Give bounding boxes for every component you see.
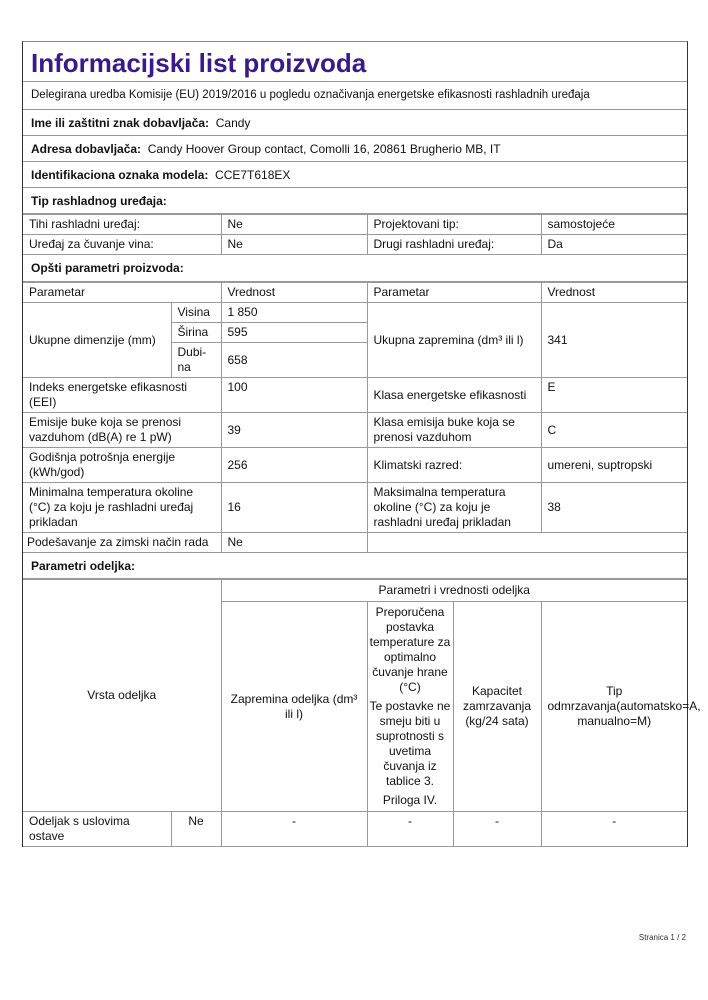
param-cell: Tihi rashladni uređaj: (23, 215, 221, 235)
page-title: Informacijski list proizvoda (23, 42, 687, 82)
model-value: CCE7T618EX (215, 168, 291, 182)
compartment-name: Odeljak s uslovima ostave (23, 812, 171, 847)
param-cell: Klasa energetske efikasnosti (367, 378, 541, 413)
table-row (23, 533, 687, 553)
value-cell: umereni, suptropski (541, 448, 687, 483)
temperature-header-main: Preporučena postavka temperature za optimalno čuvanje hrane (°C) (369, 605, 451, 694)
height-label: Visina (171, 303, 221, 323)
value-cell: E (541, 378, 687, 413)
compartment-type-header: Vrsta odeljka (23, 580, 221, 812)
model-label: Identifikaciona oznaka modela: (31, 168, 209, 182)
empty-cell (367, 533, 687, 553)
general-params-table (23, 282, 687, 553)
volume-header: Zapremina odeljka (dm³ ili l) (221, 602, 367, 812)
value-cell: 38 (541, 483, 687, 533)
product-information-sheet (22, 41, 701, 847)
param-cell: Uređaj za čuvanje vina: (23, 235, 221, 255)
value-cell: Ne (221, 215, 367, 235)
table-row (23, 448, 687, 483)
value-cell: 256 (221, 448, 367, 483)
table-row (23, 378, 687, 413)
volume-label: Ukupna zapremina (dm³ ili l) (367, 303, 541, 378)
defrost-type-header: Tip odmrzavanja(automatsko=A, manualno=M) (541, 602, 687, 812)
value-cell: 39 (221, 413, 367, 448)
freezing-capacity-header: Kapacitet zamrzavanja (kg/24 sata) (453, 602, 541, 812)
param-cell: Minimalna temperatura okoline (°C) za koju je rashladni uređaj prikladan (23, 483, 221, 533)
table-header-row (23, 283, 687, 303)
param-cell: Maksimalna temperatura okoline (°C) za koju je rashladni uređaj prikladan (367, 483, 541, 533)
depth-label: Dubi-na (171, 343, 221, 378)
value-cell: Ne (221, 235, 367, 255)
compartment-present: Ne (171, 812, 221, 847)
dimensions-label: Ukupne dimenzije (mm) (23, 303, 171, 378)
winter-mode-value: Ne (221, 533, 367, 553)
appliance-type-table (23, 214, 687, 255)
compartment-freezing-capacity: - (453, 812, 541, 847)
supplier-value: Candy (215, 116, 251, 130)
supplier-label: Ime ili zaštitni znak dobavljača: (31, 116, 210, 130)
header-value: Vrednost (221, 283, 367, 303)
temperature-header-note: Te postavke ne smeju biti u suprotnosti s uvetima čuvanja iz tablice 3. (369, 699, 451, 788)
winter-mode-label: Podešavanje za zimski način rada (23, 533, 221, 553)
address-row (23, 136, 687, 162)
appliance-type-heading: Tip rashladnog uređaja: (23, 188, 687, 214)
value-cell: 100 (221, 378, 367, 413)
model-row (23, 162, 687, 188)
page-number: Stranica 1 / 2 (638, 933, 686, 942)
width-label: Širina (171, 323, 221, 343)
temperature-header-note-annex: Priloga IV. (382, 793, 438, 807)
volume-value: 341 (541, 303, 687, 378)
param-cell: Drugi rashladni uređaj: (367, 235, 541, 255)
regulation-subtitle: Delegirana uredba Komisije (EU) 2019/2016 u pogledu označivanja energetske efikasnosti rashladnih uređaja (23, 82, 687, 110)
supplier-row (23, 110, 687, 136)
compartment-params-heading: Parametri odeljka: (23, 553, 687, 579)
header-param: Parametar (367, 283, 541, 303)
value-cell: samostojeće (541, 215, 687, 235)
general-params-heading: Opšti parametri proizvoda: (23, 255, 687, 282)
table-row (23, 812, 687, 847)
compartment-volume: - (221, 812, 367, 847)
param-cell: Indeks energetske efikasnosti (EEI) (23, 378, 221, 413)
param-cell: Emisije buke koja se prenosi vazduhom (dB(A) re 1 pW) (23, 413, 221, 448)
depth-value: 658 (221, 343, 367, 378)
param-cell: Klasa emisija buke koja se prenosi vazduhom (367, 413, 541, 448)
compartment-temperature: - (367, 812, 453, 847)
value-cell: C (541, 413, 687, 448)
temperature-header (367, 602, 453, 812)
value-cell: Da (541, 235, 687, 255)
param-cell: Godišnja potrošnja energije (kWh/god) (23, 448, 221, 483)
header-param: Parametar (23, 283, 221, 303)
param-cell: Klimatski razred: (367, 448, 541, 483)
compartment-defrost-type: - (541, 812, 687, 847)
table-row (23, 215, 687, 235)
table-row (23, 235, 687, 255)
address-label: Adresa dobavljača: (31, 142, 142, 156)
table-row (23, 303, 687, 323)
address-value: Candy Hoover Group contact, Comolli 16, 20861 Brugherio MB, IT (147, 142, 501, 156)
param-cell: Projektovani tip: (367, 215, 541, 235)
compartment-group-header: Parametri i vrednosti odeljka (221, 580, 687, 602)
width-value: 595 (221, 323, 367, 343)
table-row (23, 413, 687, 448)
header-value: Vrednost (541, 283, 687, 303)
value-cell: 16 (221, 483, 367, 533)
height-value: 1 850 (221, 303, 367, 323)
table-header-row (23, 580, 687, 602)
table-row (23, 483, 687, 533)
compartment-table (23, 579, 701, 847)
